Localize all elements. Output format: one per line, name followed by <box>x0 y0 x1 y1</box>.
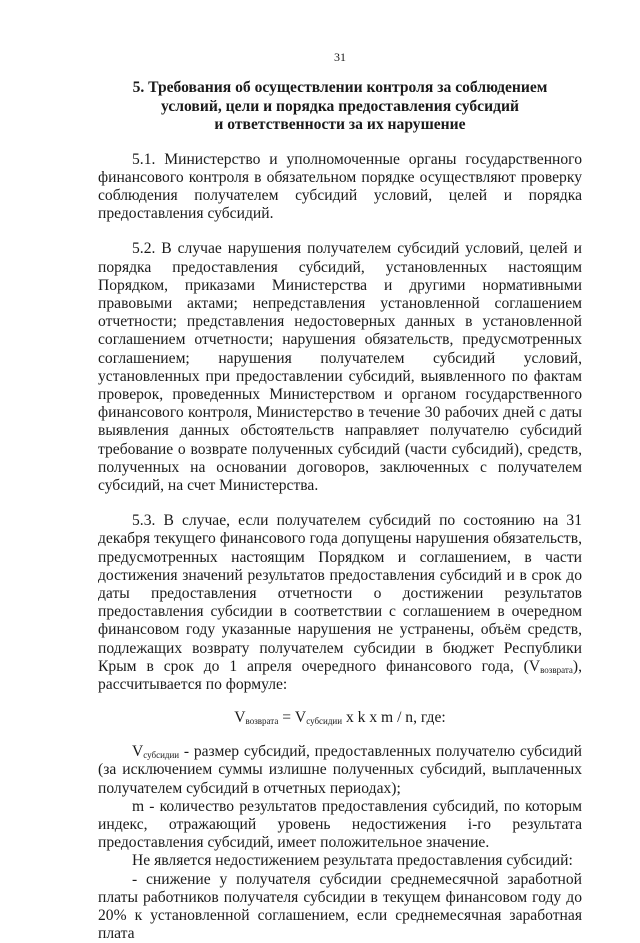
section-title-line-2: условий, цели и порядка предоставления субсидий <box>161 97 519 115</box>
paragraph-5-3-text: 5.3. В случае, если получателем субсидий по состоянию на 31 декабря текущего финансового года допущены нарушения обязательств, предусмотренных настоящим Порядком и соглашением, в части достижения значений результатов предоставления субсидий и в срок до даты предоставления отчетности о достижении результатов предоставления субсидии в соответствии с соглашением в очередном финансовом году указанные нарушения не устранены, объём средств, подлежащих возврату получателем субсидии в бюджет Республики Крым в срок до 1 апреля очередного финансового года, (V <box>98 512 582 675</box>
definition-m: m - количество результатов предоставления субсидий, по которым индекс, отражающий уровень недостижения i-го результата предоставления субсидий, имеет положительное значение. <box>98 797 582 852</box>
refund-formula: $V_{возврата} = V_{субсидии}$ x k x m / n, где: <box>234 709 446 727</box>
not-failure-heading: Не является недостижением результата предоставления субсидий: <box>132 852 573 870</box>
paragraph-5-2: 5.2. В случае нарушения получателем субсидий условий, целей и порядка предоставления субсидий, установленных настоящим Порядком, приказами Министерства и другими нормативными правовыми актами; непредставления установленной соглашением отчетности; представления недостоверных данных в установленной соглашением отчетности; нарушения обязательств, предусмотренных соглашением; нарушения получателем субсидий условий, установленных при предоставлении субсидий, выявленного по фактам проверок, проведенных Министерством и органом государственного финансового контроля, Министерство в течение 30 рабочих дней с даты выявления данных обстоятельств направляет получателю субсидий требование о возврате полученных субсидий (части субсидий), средств, полученных на основании договоров, заключенных с получателем субсидий, на счет Министерства. <box>98 240 582 494</box>
section-title <box>98 79 582 135</box>
definition-v-subsidii: $V_{субсидии}$ - размер субсидий, предоставленных получателю субсидий (за исключением суммы излишне полученных субсидий, выплаченных получателем субсидий в отчетных периодах); <box>98 743 582 797</box>
section-title-line-1: 5. Требования об осуществлении контроля за соблюдением <box>132 79 548 96</box>
section-title-line-3: и ответственности за их нарушение <box>214 116 466 133</box>
page-number: 31 <box>334 50 346 64</box>
paragraph-5-3-tail: ), рассчитывается по формуле: <box>98 657 582 693</box>
not-failure-item-1: - снижение у получателя субсидии среднемесячной заработной платы работников получателя субсидии в текущем финансовом году до 20% к установленной соглашением, если среднемесячная заработная плата <box>98 870 582 943</box>
paragraph-5-1: 5.1. Министерство и уполномоченные органы государственного финансового контроля в обязательном порядке осуществляют проверку соблюдения получателем субсидий условий, целей и порядка предоставления субсидий. <box>98 150 582 223</box>
paragraph-5-3 <box>98 512 582 694</box>
subscript-vozvrata: возврата <box>540 664 573 675</box>
